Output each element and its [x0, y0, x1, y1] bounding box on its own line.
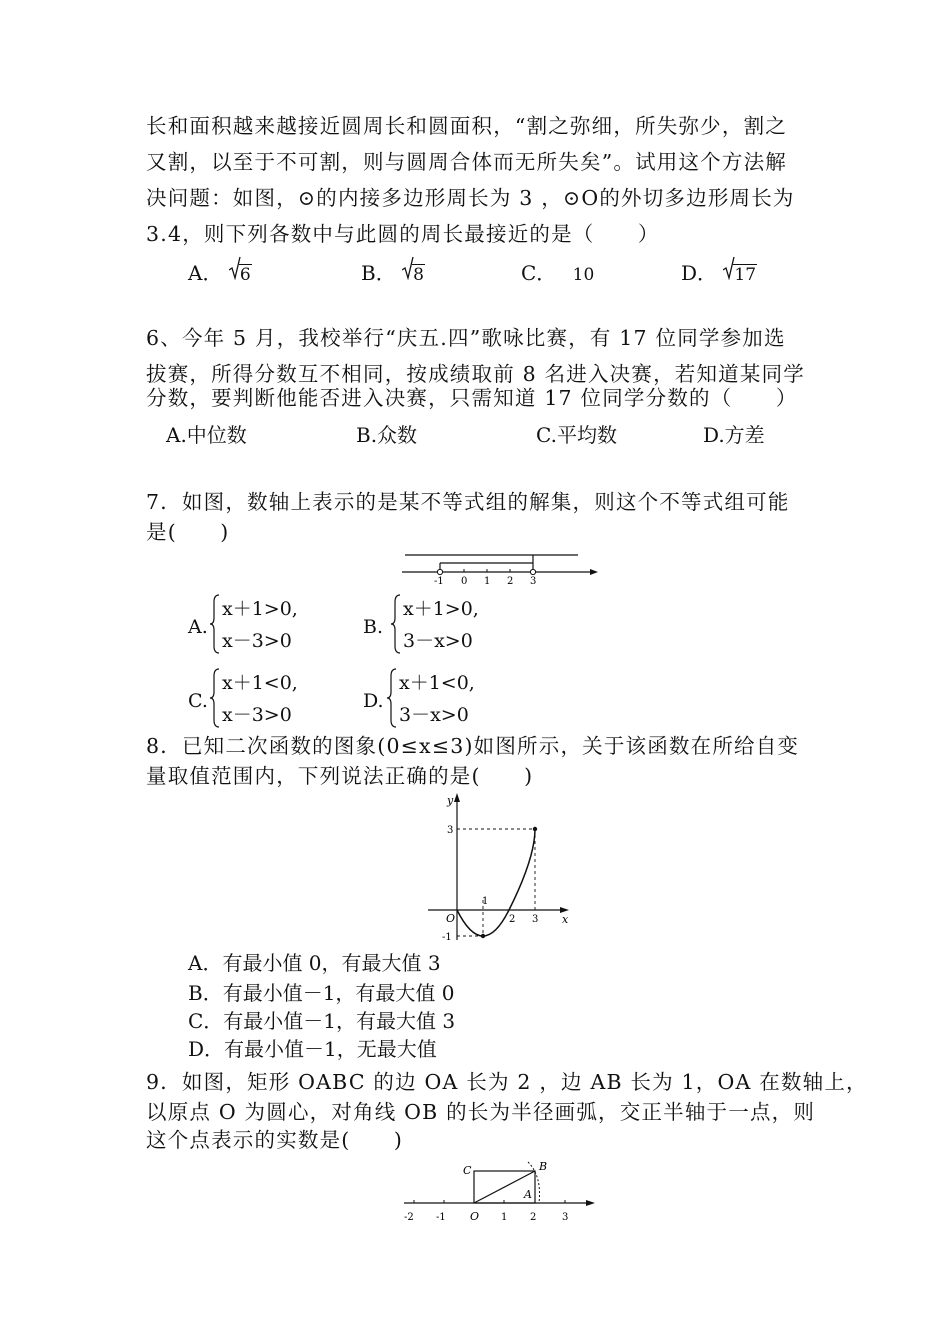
q8-line-1: 8．已知二次函数的图象(0≤x≤3)如图所示，关于该函数在所给自变 [146, 734, 800, 758]
q9-tick-label-3: 3 [562, 1212, 569, 1223]
q8-y-tick-neg1: -1 [442, 932, 452, 943]
q5-option-b[interactable] [361, 258, 425, 290]
q6-option-c[interactable]: C.平均数 [536, 423, 617, 447]
brace-icon [391, 594, 401, 654]
q7-option-d[interactable] [363, 668, 523, 732]
q7-option-b[interactable] [363, 594, 523, 658]
q7-option-b-row1: x＋1>0, [403, 598, 479, 620]
q7-open-point-3 [530, 569, 535, 574]
q8-option-d[interactable]: D．有最小值－1，无最大值 [188, 1037, 437, 1061]
q9-axis-arrow-icon [586, 1200, 595, 1206]
q8-origin-label: O [446, 912, 456, 925]
q5-option-b-label: B． [361, 261, 396, 285]
q7-tick-label-3: 3 [530, 576, 537, 587]
radical-sign-icon [229, 256, 241, 280]
q9-tick-label-neg1: -1 [436, 1212, 446, 1223]
q5-option-c-value: 10 [572, 265, 595, 285]
q9-tick-label-1: 1 [501, 1212, 508, 1223]
q8-vertex-point [481, 934, 485, 938]
q9-line-1: 9．如图，矩形 OABC 的边 OA 长为 2 ，边 AB 长为 1，OA 在数轴上， [146, 1070, 868, 1094]
intro-line-3: 决问题：如图，⊙的内接多边形周长为 3 ，⊙O的外切多边形周长为 [146, 186, 795, 210]
q7-option-c[interactable] [188, 668, 348, 732]
q8-option-c[interactable]: C．有最小值－1，有最大值 3 [188, 1009, 456, 1033]
q8-x-tick-2: 2 [509, 914, 516, 925]
q6-line-3: 分数，要判断他能否进入决赛，只需知道 17 位同学分数的（ ） [146, 386, 798, 410]
q7-tick-label-0: 0 [461, 576, 468, 587]
q7-option-d-row1: x＋1<0, [399, 672, 475, 694]
q9-tick-label-2: 2 [530, 1212, 537, 1223]
intro-line-2: 又割，以至于不可割，则与圆周合体而无所失矣”。试用这个方法解 [146, 150, 787, 174]
q7-line-2: 是( ) [146, 520, 230, 544]
q7-open-point-neg1 [437, 569, 442, 574]
radical-sign-icon [723, 256, 735, 280]
q8-option-b[interactable]: B．有最小值－1，有最大值 0 [188, 981, 455, 1005]
q9-label-o: O [470, 1210, 480, 1223]
q7-option-d-label: D. [363, 690, 384, 712]
q9-label-b: B [539, 1160, 548, 1173]
q7-option-a[interactable] [188, 594, 348, 658]
q8-endpoint [533, 827, 537, 831]
intro-line-4: 3.4，则下列各数中与此圆的周长最接近的是（ ） [146, 222, 660, 246]
q7-option-d-row2: 3－x>0 [399, 704, 469, 726]
q7-tick-label-1: 1 [484, 576, 491, 587]
q7-option-c-label: C. [188, 690, 208, 712]
q7-axis-arrow-icon [590, 569, 598, 575]
q8-line-2: 量取值范围内，下列说法正确的是( ) [146, 764, 534, 788]
q9-tick-label-neg2: -2 [404, 1212, 414, 1223]
q5-option-c-label: C． [521, 261, 557, 285]
q9-line-2: 以原点 O 为圆心，对角线 OB 的长为半径画弧，交正半轴于一点，则 [146, 1100, 816, 1124]
sqrt-6 [229, 260, 252, 290]
q9-label-a: A [524, 1188, 532, 1201]
q9-line-3: 这个点表示的实数是( ) [146, 1128, 404, 1152]
q7-tick-label-neg1: -1 [434, 576, 444, 587]
q7-option-a-row1: x＋1>0, [222, 598, 298, 620]
q8-parabola-graph [420, 790, 575, 950]
q8-y-arrow-icon [454, 793, 460, 802]
q8-x-label: x [562, 913, 569, 926]
q5-option-b-value: 8 [413, 265, 424, 285]
brace-icon [210, 594, 220, 654]
q5-option-d[interactable] [681, 258, 757, 290]
q7-number-line-figure [400, 546, 600, 588]
q7-option-b-row2: 3－x>0 [403, 630, 473, 652]
brace-icon [387, 668, 397, 728]
intro-line-1: 长和面积越来越接近圆周长和圆面积，“割之弥细，所失弥少，割之 [146, 114, 787, 138]
q7-option-a-label: A. [188, 616, 208, 638]
q9-label-c: C [463, 1164, 472, 1177]
q5-option-d-label: D． [681, 261, 718, 285]
q5-option-c[interactable] [521, 258, 594, 290]
radical-sign-icon [402, 256, 414, 280]
q8-y-tick-3: 3 [447, 825, 454, 836]
q7-tick-label-2: 2 [507, 576, 514, 587]
q8-x-tick-3: 3 [532, 914, 539, 925]
q6-line-1: 6、今年 5 月，我校举行“庆五.四”歌咏比赛，有 17 位同学参加选 [146, 326, 786, 350]
q7-option-a-row2: x－3>0 [222, 630, 292, 652]
q8-y-label: y [447, 794, 454, 807]
q6-option-d[interactable]: D.方差 [703, 423, 765, 447]
q7-line-1: 7．如图，数轴上表示的是某不等式组的解集，则这个不等式组可能 [146, 490, 790, 514]
q8-x-tick-1: 1 [482, 896, 489, 907]
q8-option-a[interactable]: A．有最小值 0，有最大值 3 [188, 951, 441, 975]
q7-option-b-label: B. [363, 616, 384, 638]
q6-line-2: 拔赛，所得分数互不相同，按成绩取前 8 名进入决赛，若知道某同学 [146, 362, 805, 386]
q7-option-c-row2: x－3>0 [222, 704, 292, 726]
sqrt-8 [402, 260, 425, 290]
q5-option-a-label: A． [188, 261, 223, 285]
sqrt-17 [723, 260, 757, 290]
q5-option-a[interactable] [188, 258, 252, 290]
q6-option-b[interactable]: B.众数 [356, 423, 418, 447]
q7-option-c-row1: x＋1<0, [222, 672, 298, 694]
brace-icon [210, 668, 220, 728]
q8-parabola-curve [457, 829, 535, 936]
q6-option-a[interactable]: A.中位数 [166, 423, 247, 447]
q9-rectangle-figure [400, 1156, 600, 1228]
q5-option-a-value: 6 [239, 265, 251, 285]
q5-option-d-value: 17 [734, 265, 757, 285]
